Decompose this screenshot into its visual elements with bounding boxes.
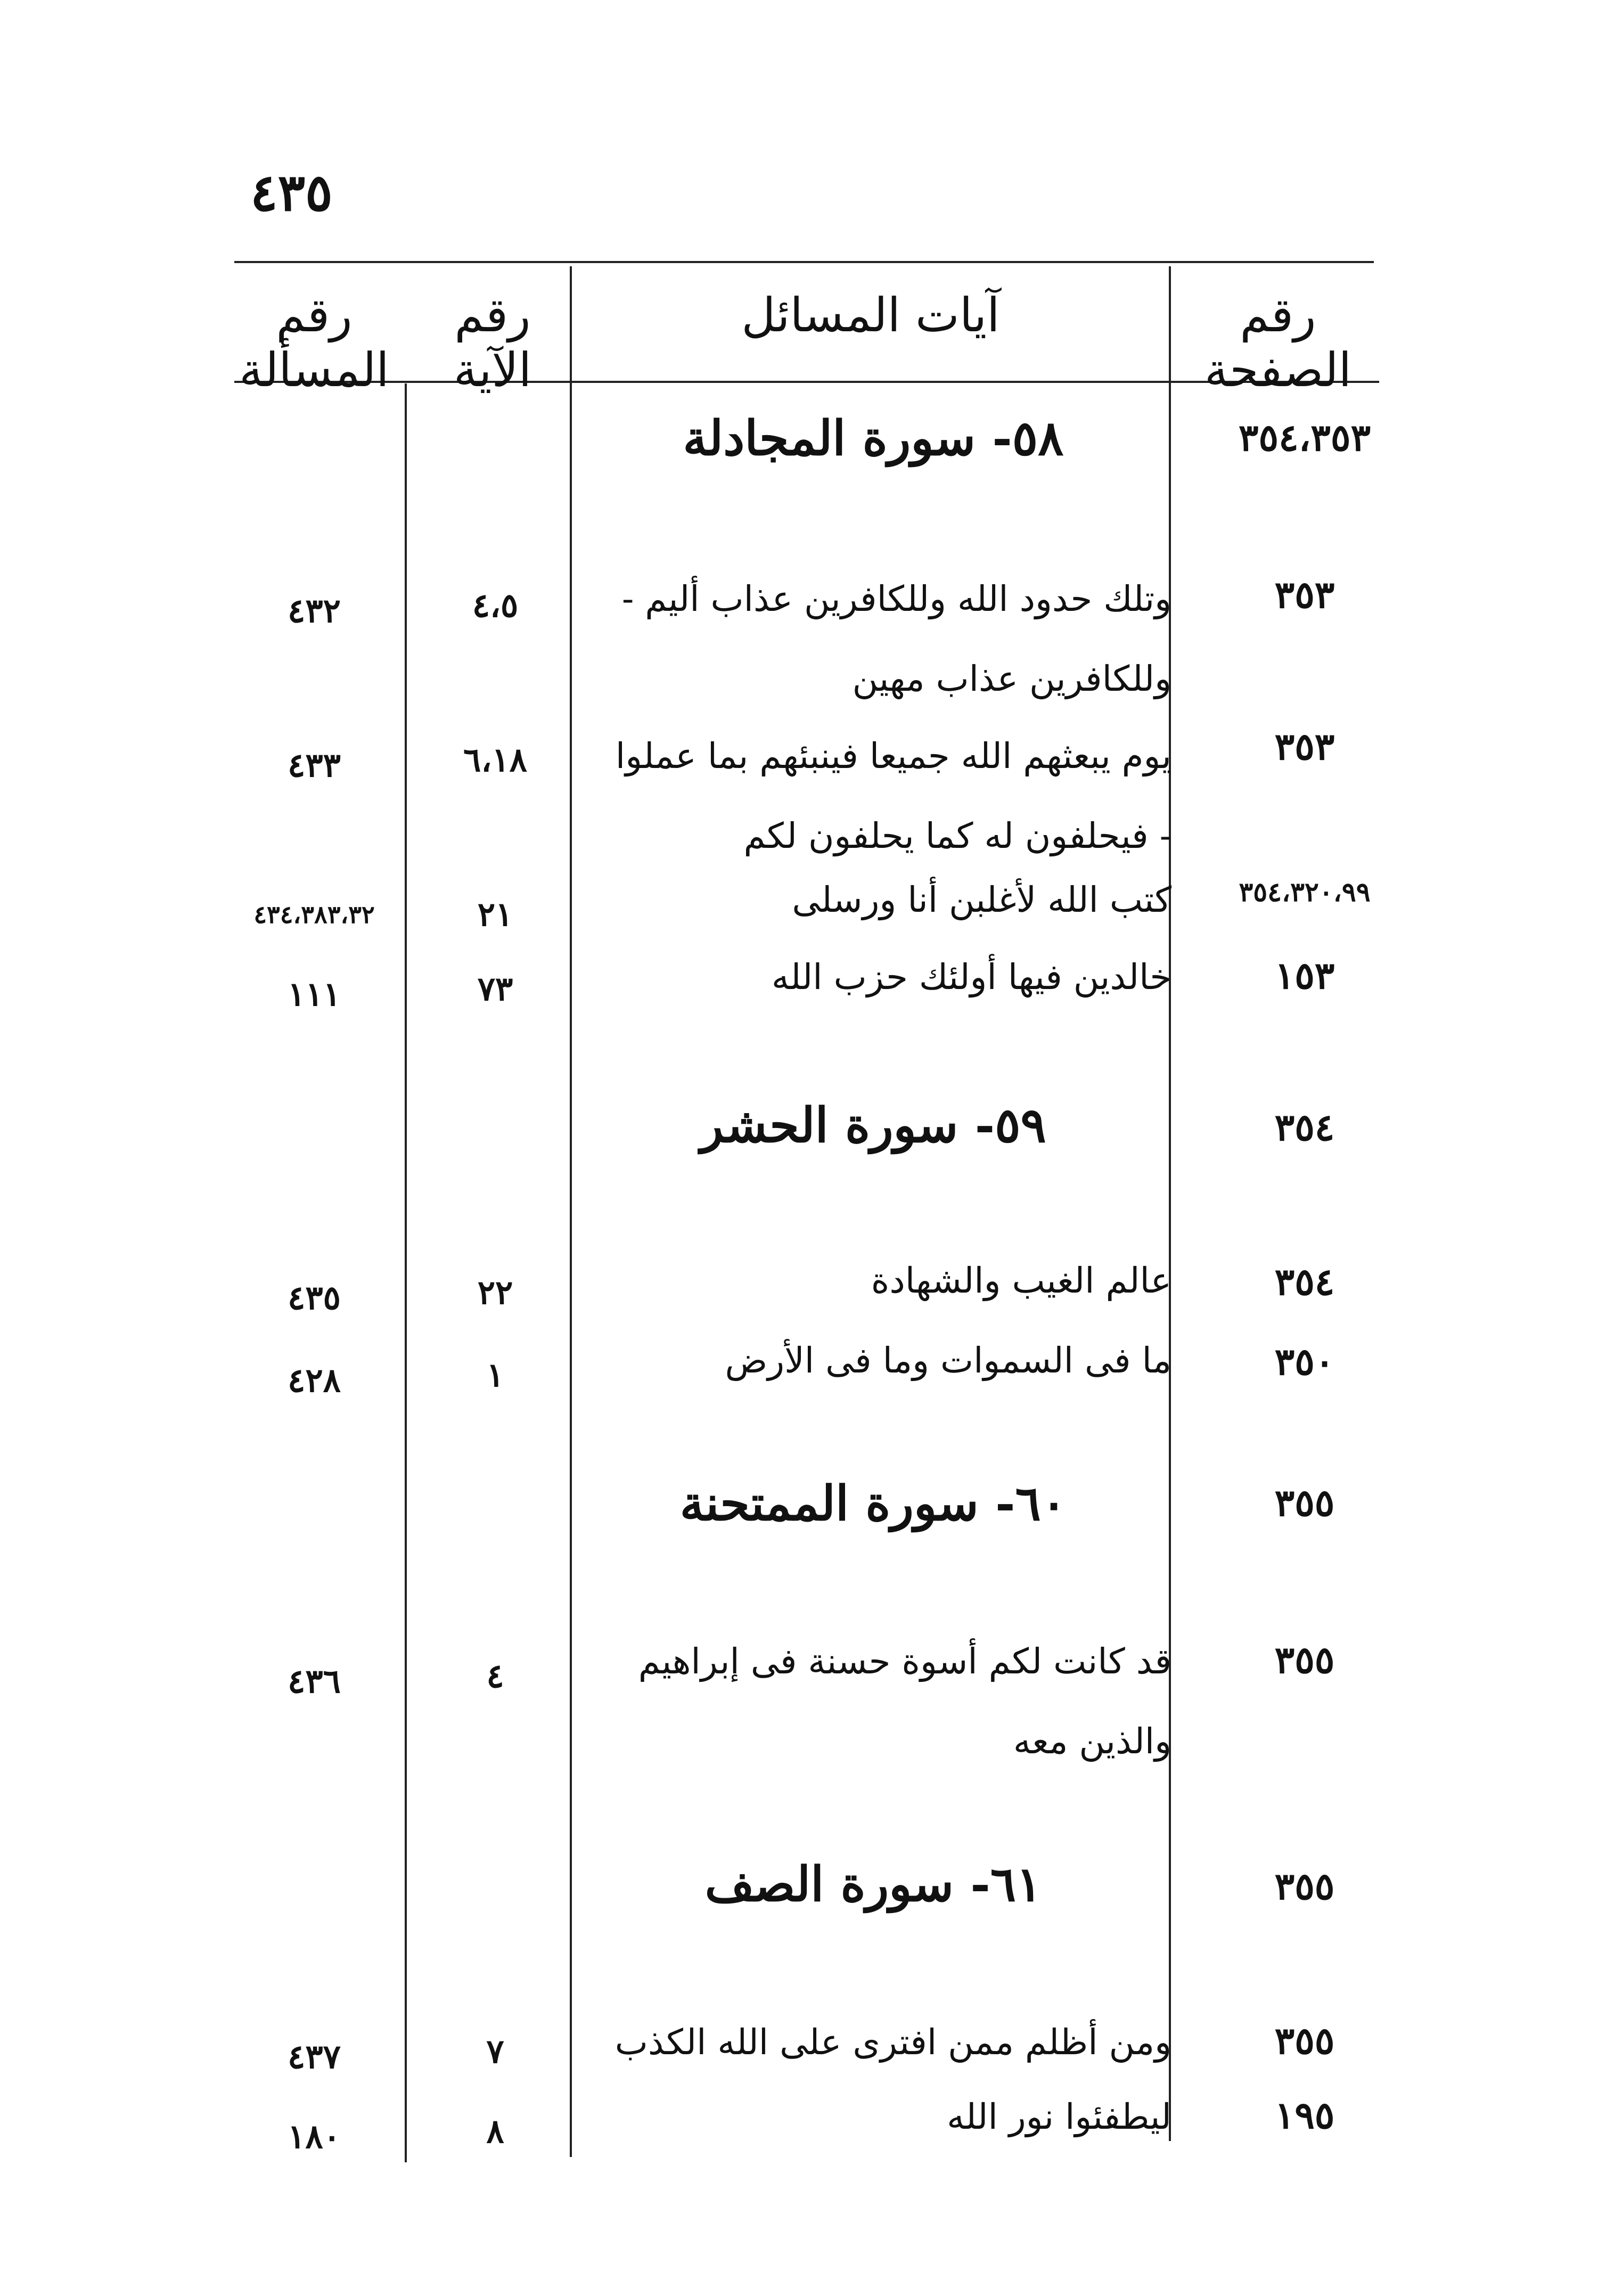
row-page: ٣٥٥ bbox=[1274, 2019, 1335, 2063]
row-page: ٣٥٤،٣٥٣ bbox=[1238, 415, 1371, 460]
row-page: ٣٥٣ bbox=[1274, 573, 1335, 617]
row-ayah: ٨ bbox=[486, 2112, 504, 2151]
row-page: ١٩٥ bbox=[1274, 2093, 1335, 2137]
row-issue: ٤٣٧ bbox=[288, 2037, 341, 2076]
row-issue: ٤٣٣ bbox=[288, 746, 341, 785]
row-page: ٣٥٤ bbox=[1274, 1260, 1335, 1304]
row-issue: ٤٢٨ bbox=[288, 1361, 341, 1400]
row-issue: ٤٣٥ bbox=[288, 1278, 341, 1317]
header-page-number: رقم الصفحة bbox=[1204, 288, 1352, 397]
row-page: ٣٥٤ bbox=[1274, 1105, 1335, 1149]
surah-heading: ٥٨- سورة المجادلة bbox=[683, 410, 1064, 467]
row-page: ١٥٣ bbox=[1274, 953, 1335, 998]
row-page: ٣٥٥ bbox=[1274, 1864, 1335, 1908]
verse-text: وتلك حدود الله وللكافرين عذاب أليم - وللكافرين عذاب مهين bbox=[621, 578, 1171, 699]
row-issue: ٤٣٦ bbox=[288, 1662, 341, 1701]
row-ayah: ٤ bbox=[486, 1656, 504, 1695]
header-ayah-number: رقم الآية bbox=[453, 288, 532, 397]
row-ayah: ٢١ bbox=[477, 895, 513, 934]
row-ayah: ٧ bbox=[486, 2032, 504, 2071]
verse-text: ومن أظلم ممن افترى على الله الكذب bbox=[614, 2022, 1171, 2063]
verse-text: ليطفئوا نور الله bbox=[947, 2096, 1171, 2137]
verse-text: قد كانت لكم أسوة حسنة فى إبراهيم والذين معه bbox=[638, 1641, 1171, 1762]
row-page: ٣٥٠ bbox=[1274, 1339, 1335, 1384]
verse-text: ما فى السموات وما فى الأرض bbox=[725, 1340, 1171, 1381]
header-verses: آيات المسائل bbox=[741, 288, 1000, 342]
row-page: ٣٥٥ bbox=[1274, 1638, 1335, 1682]
row-issue: ١١١ bbox=[288, 975, 341, 1014]
verse-text: خالدين فيها أولئك حزب الله bbox=[771, 957, 1171, 998]
row-issue: ١٨٠ bbox=[288, 2117, 341, 2156]
row-ayah: ٧٣ bbox=[477, 969, 513, 1008]
column-divider-2 bbox=[570, 266, 572, 2157]
row-page: ٣٥٤،٣٢٠،٩٩ bbox=[1239, 876, 1371, 908]
row-issue: ٤٣٤،٣٨٣،٣٢ bbox=[253, 900, 375, 929]
surah-heading: ٦١- سورة الصف bbox=[704, 1856, 1042, 1913]
verse-text: كتب الله لأغلبن أنا ورسلى bbox=[792, 879, 1171, 920]
row-ayah: ٦،١٨ bbox=[463, 740, 527, 779]
row-ayah: ٤،٥ bbox=[472, 586, 519, 625]
page-number: ٤٣٥ bbox=[250, 162, 333, 223]
row-page: ٣٥٣ bbox=[1274, 724, 1335, 769]
column-divider-3 bbox=[405, 383, 407, 2162]
row-page: ٣٥٥ bbox=[1274, 1481, 1335, 1525]
surah-heading: ٥٩- سورة الحشر bbox=[700, 1097, 1046, 1154]
row-ayah: ٢٢ bbox=[477, 1273, 513, 1312]
row-issue: ٤٣٢ bbox=[288, 591, 341, 630]
surah-heading: ٦٠- سورة الممتحنة bbox=[679, 1475, 1067, 1532]
verse-text: عالم الغيب والشهادة bbox=[871, 1260, 1171, 1301]
table-top-rule bbox=[234, 261, 1374, 263]
verse-text: يوم يبعثهم الله جميعا فينبئهم بما عملوا - فيحلفون له كما يحلفون لكم bbox=[615, 736, 1171, 856]
row-ayah: ١ bbox=[486, 1355, 504, 1394]
header-issue-number: رقم المسألة bbox=[239, 288, 389, 397]
